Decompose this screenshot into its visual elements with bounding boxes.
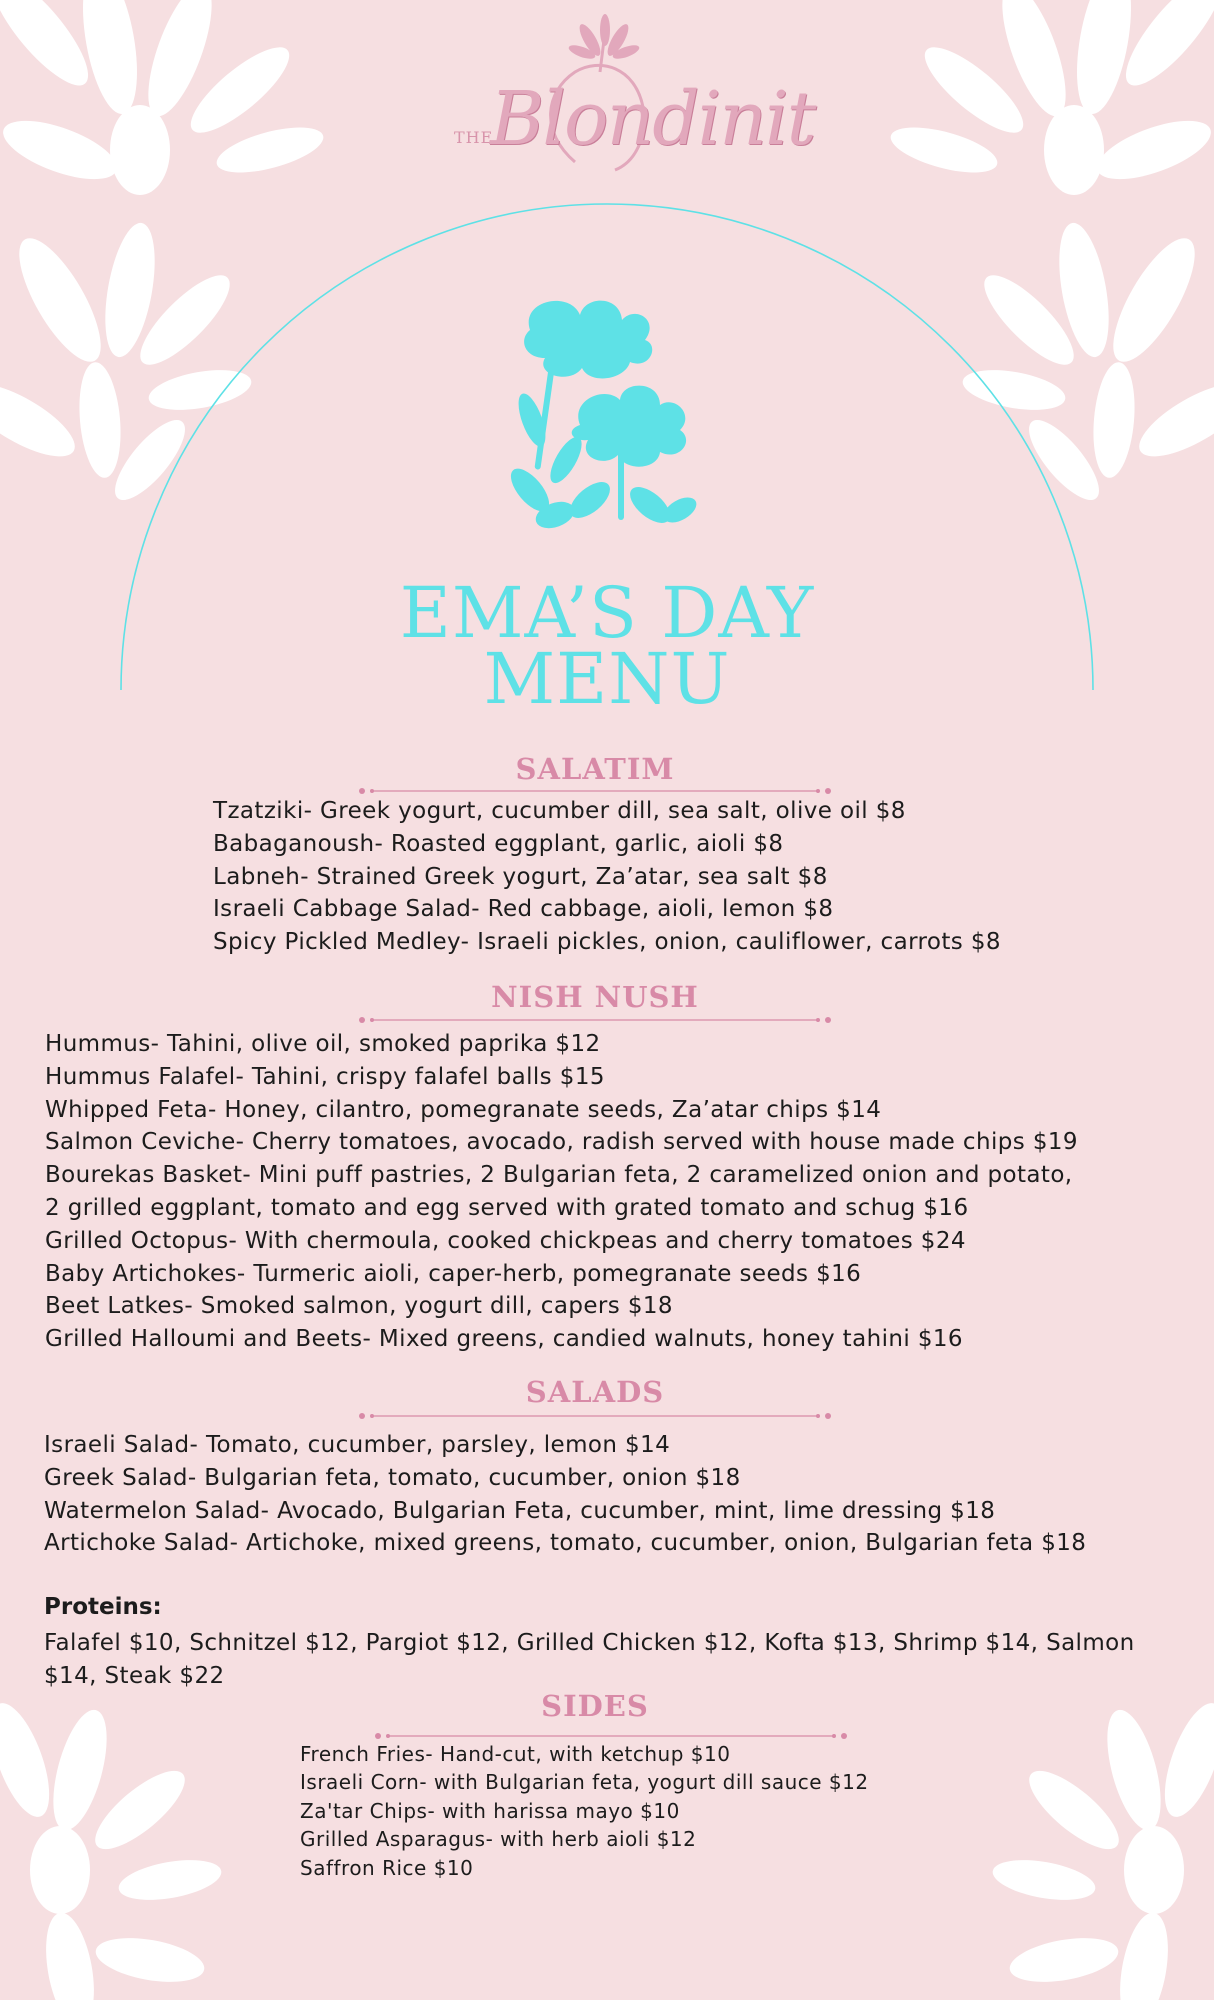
section-heading-salatim: SALATIM (515, 752, 675, 786)
menu-item: Grilled Asparagus- with herb aioli $12 (300, 1827, 697, 1852)
brand-logo (450, 12, 815, 192)
menu-item: Hummus- Tahini, olive oil, smoked paprika $12 (45, 1031, 601, 1057)
menu-item: Spicy Pickled Medley- Israeli pickles, onion, cauliflower, carrots $8 (213, 929, 1001, 956)
menu-item: Grilled Halloumi and Beets- Mixed greens, candied walnuts, honey tahini $16 (45, 1326, 963, 1353)
salatim-list (213, 795, 1001, 959)
menu-item: Baby Artichokes- Turmeric aioli, caper-herb, pomegranate seeds $16 (45, 1260, 862, 1287)
menu-item: Whipped Feta- Honey, cilantro, pomegranate seeds, Za’atar chips $14 (45, 1096, 882, 1123)
menu-title-line1: EMA’S DAY (399, 572, 815, 654)
menu-item: 2 grilled eggplant, tomato and egg served with grated tomato and schug $16 (45, 1194, 969, 1221)
section-heading-nish-nush: NISH NUSH (491, 980, 699, 1014)
menu-item: Grilled Octopus- With chermoula, cooked chickpeas and cherry tomatoes $24 (45, 1227, 966, 1254)
menu-item: Watermelon Salad- Avocado, Bulgarian Feta, cucumber, mint, lime dressing $18 (44, 1497, 996, 1524)
menu-item: Hummus Falafel- Tahini, crispy falafel balls $15 (45, 1063, 605, 1090)
logo-the-text: THE (454, 128, 494, 147)
ornamental-divider (352, 1014, 838, 1026)
proteins-text: Falafel $10, Schnitzel $12, Pargiot $12, Grilled Chicken $12, Kofta $13, Shrimp $14, Salmon $14, Steak $22 (44, 1630, 1135, 1689)
ornamental-divider (352, 1410, 838, 1422)
salads-list (44, 1429, 1086, 1560)
leaf-cluster-bottom-right (954, 1700, 1214, 2000)
section-heading-salads: SALADS (525, 1375, 665, 1409)
menu-item: Babaganoush- Roasted eggplant, garlic, aioli $8 (213, 830, 784, 857)
section-heading-sides: SIDES (541, 1689, 649, 1723)
menu-item: Saffron Rice $10 (300, 1855, 474, 1880)
menu-item: Israeli Salad- Tomato, cucumber, parsley, lemon $14 (44, 1432, 671, 1458)
menu-item: Za'tar Chips- with harissa mayo $10 (300, 1798, 680, 1823)
sides-list (300, 1740, 869, 1882)
menu-item: Labneh- Strained Greek yogurt, Za’atar, sea salt $8 (213, 863, 828, 890)
menu-title-line2: MENU (483, 638, 731, 720)
menu-item: Beet Latkes- Smoked salmon, yogurt dill, capers $18 (45, 1293, 673, 1320)
logo-script-text: Blondinit (490, 76, 815, 162)
menu-item: Israeli Cabbage Salad- Red cabbage, aioli, lemon $8 (213, 896, 834, 923)
menu-title (0, 572, 1214, 720)
menu-item: Tzatziki- Greek yogurt, cucumber dill, sea salt, olive oil $8 (213, 798, 906, 824)
nish-nush-list (45, 1028, 1078, 1356)
leaf-cluster-bottom-left (0, 1700, 260, 2000)
menu-item: Salmon Ceviche- Cherry tomatoes, avocado, radish served with house made chips $19 (45, 1129, 1078, 1156)
menu-item: Israeli Corn- with Bulgarian feta, yogurt dill sauce $12 (300, 1770, 869, 1795)
menu-item: Bourekas Basket- Mini puff pastries, 2 Bulgarian feta, 2 caramelized onion and potato, (45, 1162, 1073, 1189)
menu-item: French Fries- Hand-cut, with ketchup $10 (300, 1742, 731, 1766)
menu-item: Artichoke Salad- Artichoke, mixed greens, tomato, cucumber, onion, Bulgarian feta $18 (44, 1530, 1087, 1557)
menu-item: Greek Salad- Bulgarian feta, tomato, cucumber, onion $18 (44, 1464, 741, 1491)
teal-flower-icon (510, 290, 700, 530)
proteins-label: Proteins: (44, 1594, 162, 1620)
